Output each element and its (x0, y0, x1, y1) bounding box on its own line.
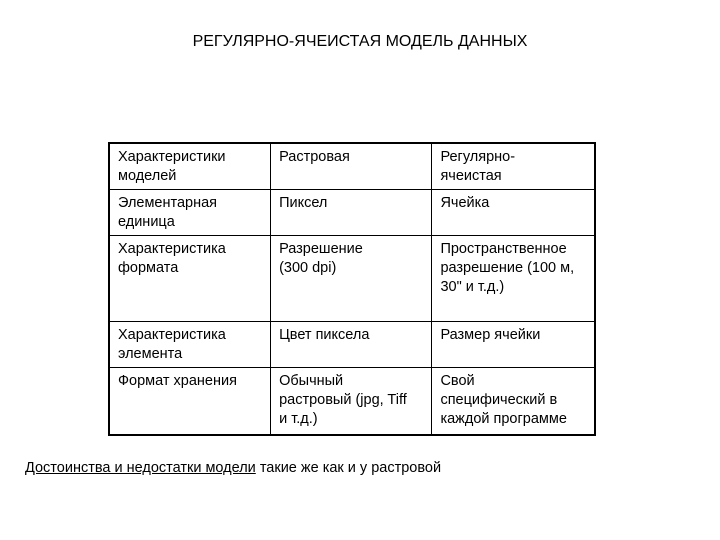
table-cell (271, 236, 432, 322)
cell-text: Характеристика (118, 327, 226, 343)
cell-text: формата (118, 260, 179, 276)
cell-text: Обычный (279, 373, 344, 389)
table-cell (109, 236, 271, 322)
cell-text: моделей (118, 168, 177, 184)
cell-text: Пространственное (440, 241, 567, 257)
cell-text: Пиксел (279, 195, 328, 211)
cell-text: единица (118, 214, 175, 230)
table-cell (271, 190, 432, 236)
table-row (109, 190, 595, 236)
cell-text: Характеристика (118, 241, 226, 257)
cell-text: разрешение (100 м, (440, 260, 575, 276)
table-cell (109, 190, 271, 236)
table-cell (432, 236, 595, 322)
cell-text: 30" и т.д.) (440, 279, 505, 295)
cell-text: растровый (jpg, Tiff (279, 392, 407, 408)
cell-text: Формат хранения (118, 373, 237, 389)
cell-text: специфический в (440, 392, 558, 408)
table-cell (432, 143, 595, 190)
footer-rest-text: такие же как и у растровой (255, 460, 442, 476)
table-row (109, 322, 595, 368)
table-cell (109, 368, 271, 435)
footer-note (25, 460, 441, 476)
table-cell (109, 322, 271, 368)
cell-text: элемента (118, 346, 183, 362)
cell-text: (300 dpi) (279, 260, 337, 276)
cell-text: Цвет пиксела (279, 327, 370, 343)
table-cell (271, 143, 432, 190)
cell-text: и т.д.) (279, 411, 318, 427)
cell-text: Растровая (279, 149, 350, 165)
table-row (109, 236, 595, 322)
footer-underlined-text: Достоинства и недостатки модели (25, 460, 256, 476)
comparison-table (108, 142, 596, 436)
cell-text: Разрешение (279, 241, 363, 257)
table-cell (271, 322, 432, 368)
cell-text: ячеистая (440, 168, 502, 184)
cell-text: Элементарная (118, 195, 218, 211)
page-title: РЕГУЛЯРНО-ЯЧЕИСТАЯ МОДЕЛЬ ДАННЫХ (192, 33, 528, 50)
cell-text: каждой программе (440, 411, 567, 427)
table-cell (432, 322, 595, 368)
cell-text: Регулярно- (440, 149, 516, 165)
table-cell (432, 368, 595, 435)
cell-text: Характеристики (118, 149, 226, 165)
table-row (109, 143, 595, 190)
table-cell (432, 190, 595, 236)
cell-text: Размер ячейки (440, 327, 541, 343)
cell-text: Ячейка (440, 195, 490, 211)
table-row (109, 368, 595, 435)
table-cell (271, 368, 432, 435)
cell-text: Свой (440, 373, 475, 389)
table-cell (109, 143, 271, 190)
